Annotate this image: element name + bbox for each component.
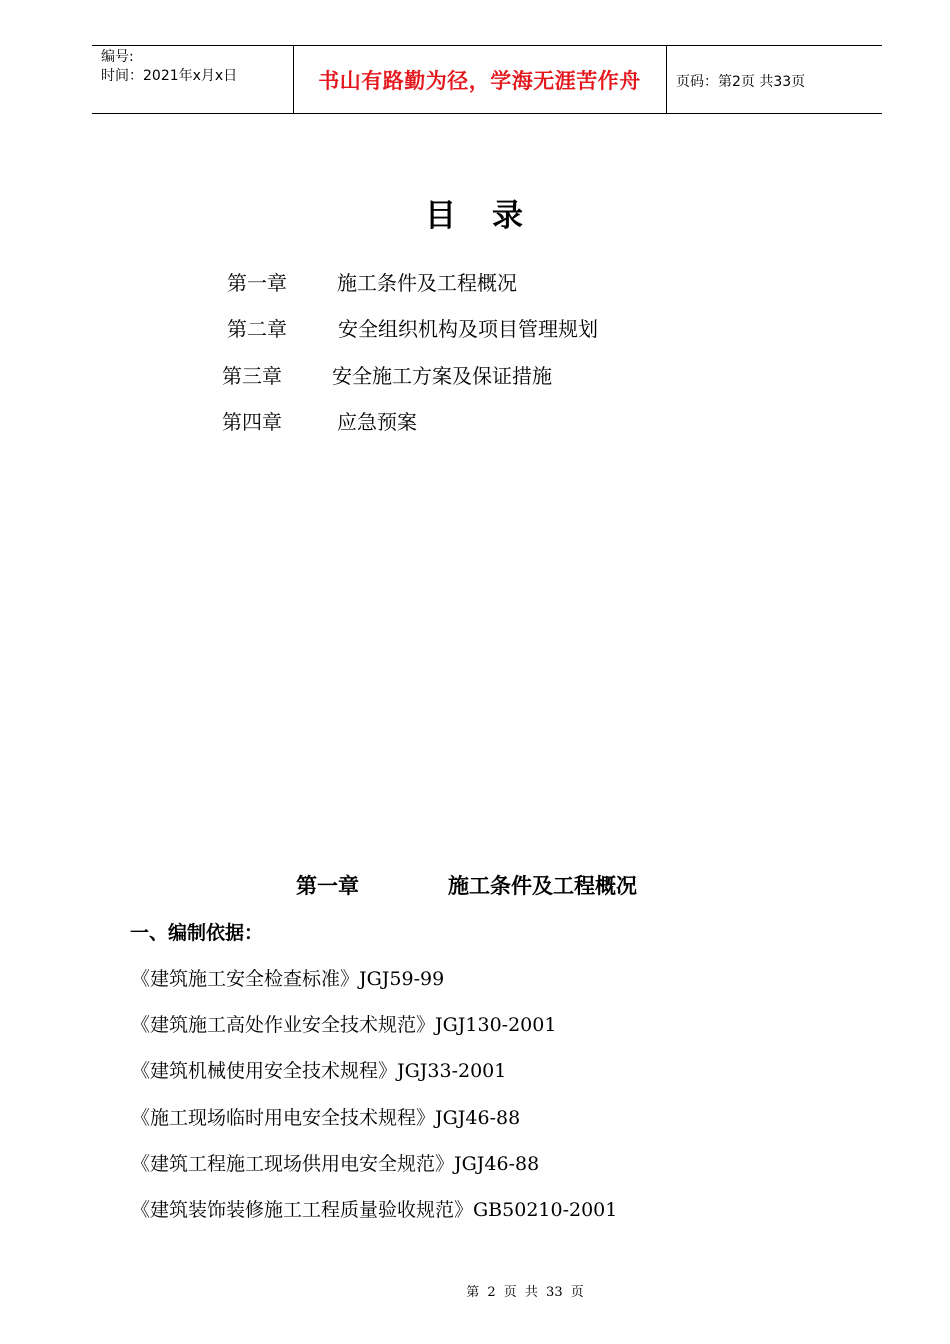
toc-item-chapter: 第二章 bbox=[227, 317, 287, 341]
toc-item-chapter: 第三章 bbox=[222, 364, 282, 388]
header-bottom-rule bbox=[92, 113, 882, 114]
toc-title-part-b: 录 bbox=[492, 198, 525, 234]
toc-item-chapter: 第四章 bbox=[222, 410, 282, 434]
header-top-rule bbox=[92, 45, 882, 46]
reference-item: 《建筑工程施工现场供用电安全规范》JGJ46-88 bbox=[131, 1153, 540, 1175]
toc-item-chapter: 第一章 bbox=[227, 271, 287, 295]
chapter-number: 第一章 bbox=[296, 874, 359, 898]
header-code-label: 编号: bbox=[101, 49, 134, 65]
toc-title bbox=[0, 190, 950, 235]
toc-item-name: 安全组织机构及项目管理规划 bbox=[338, 317, 598, 341]
toc-item-name: 安全施工方案及保证措施 bbox=[332, 364, 552, 388]
header-motto: 书山有路勤为径，学海无涯苦作舟 bbox=[318, 69, 641, 93]
reference-item: 《建筑机械使用安全技术规程》JGJ33-2001 bbox=[131, 1060, 507, 1082]
header-time-label: 时间：2021年x月x日 bbox=[101, 68, 238, 84]
section-title: 一、编制依据： bbox=[130, 922, 264, 944]
toc-item-name: 应急预案 bbox=[337, 410, 417, 434]
header-meta bbox=[101, 48, 237, 86]
chapter-title: 施工条件及工程概况 bbox=[448, 874, 637, 898]
reference-item: 《施工现场临时用电安全技术规程》JGJ46-88 bbox=[131, 1107, 521, 1129]
reference-item: 《建筑施工高处作业安全技术规范》JGJ130-2001 bbox=[131, 1014, 557, 1036]
header-divider-right bbox=[666, 45, 667, 113]
reference-item: 《建筑装饰装修施工工程质量验收规范》GB50210-2001 bbox=[131, 1199, 618, 1221]
page-footer: 第 2 页 共 33 页 bbox=[466, 1285, 584, 1300]
reference-item: 《建筑施工安全检查标准》JGJ59-99 bbox=[131, 968, 445, 990]
toc-item-name: 施工条件及工程概况 bbox=[337, 271, 517, 295]
toc-title-part-a: 目 bbox=[425, 198, 458, 234]
header-page-label: 页码：第2页 共33页 bbox=[676, 74, 806, 90]
